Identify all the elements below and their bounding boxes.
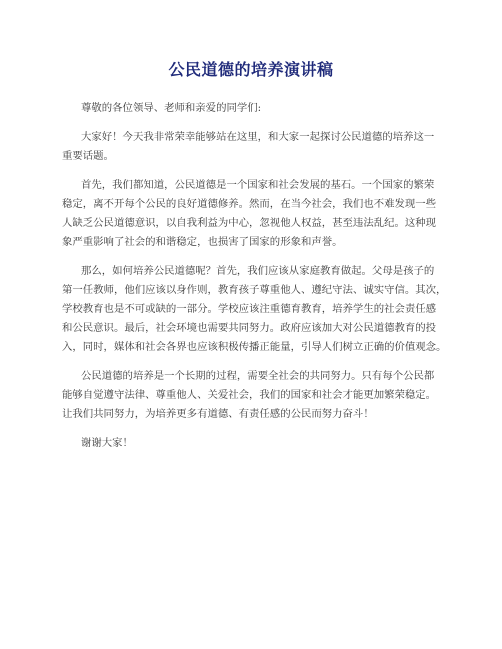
closing-paragraph bbox=[62, 434, 442, 453]
opening-paragraph bbox=[62, 128, 442, 166]
text-line: 首先，我们都知道，公民道德是一个国家和社会发展的基石。一个国家的繁荣 bbox=[81, 179, 435, 191]
text-line: 公民道德的培养是一个长期的过程，需要全社会的共同努力。只有每个公民都 bbox=[81, 370, 435, 382]
text-line: 重要话题。 bbox=[62, 150, 114, 162]
text-line: 第一任教师，他们应该以身作则，教育孩子尊重他人、遵纪守法、诚实守信。其次， bbox=[62, 284, 447, 296]
text-line: 入，同时，媒体和社会各界也应该积极传播正能量，引导人们树立正确的价值观念。 bbox=[62, 341, 447, 353]
body-paragraph bbox=[62, 176, 442, 252]
text-line: 人缺乏公民道德意识，以自我利益为中心，忽视他人权益，甚至违法乱纪。这种现 bbox=[62, 217, 437, 229]
salutation-paragraph bbox=[62, 99, 442, 118]
text-line: 大家好！今天我非常荣幸能够站在这里，和大家一起探讨公民道德的培养这一 bbox=[81, 131, 435, 143]
document-body bbox=[62, 99, 447, 463]
body-paragraph bbox=[62, 262, 447, 357]
text-line: 尊敬的各位领导、老师和亲爱的同学们: bbox=[81, 102, 262, 114]
text-line: 象严重影响了社会的和谐稳定，也损害了国家的形象和声誉。 bbox=[62, 236, 343, 248]
text-line: 谢谢大家！ bbox=[81, 437, 133, 449]
text-line: 让我们共同努力，为培养更多有道德、有责任感的公民而努力奋斗！ bbox=[62, 408, 374, 420]
text-line: 稳定，离不开每个公民的良好道德修养。然而，在当今社会，我们也不难发现一些 bbox=[62, 198, 437, 210]
body-paragraph bbox=[62, 367, 442, 424]
text-line: 能够自觉遵守法律、尊重他人、关爱社会，我们的国家和社会才能更加繁荣稳定。 bbox=[62, 389, 437, 401]
text-line: 那么，如何培养公民道德呢？首先，我们应该从家庭教育做起。父母是孩子的 bbox=[81, 265, 435, 277]
text-line: 和公民意识。最后，社会环境也需要共同努力。政府应该加大对公民道德教育的投 bbox=[62, 322, 437, 334]
page-title: 公民道德的培养演讲稿 bbox=[168, 60, 334, 79]
text-line: 学校教育也是不可或缺的一部分。学校应该注重德育教育，培养学生的社会责任感 bbox=[62, 303, 437, 315]
